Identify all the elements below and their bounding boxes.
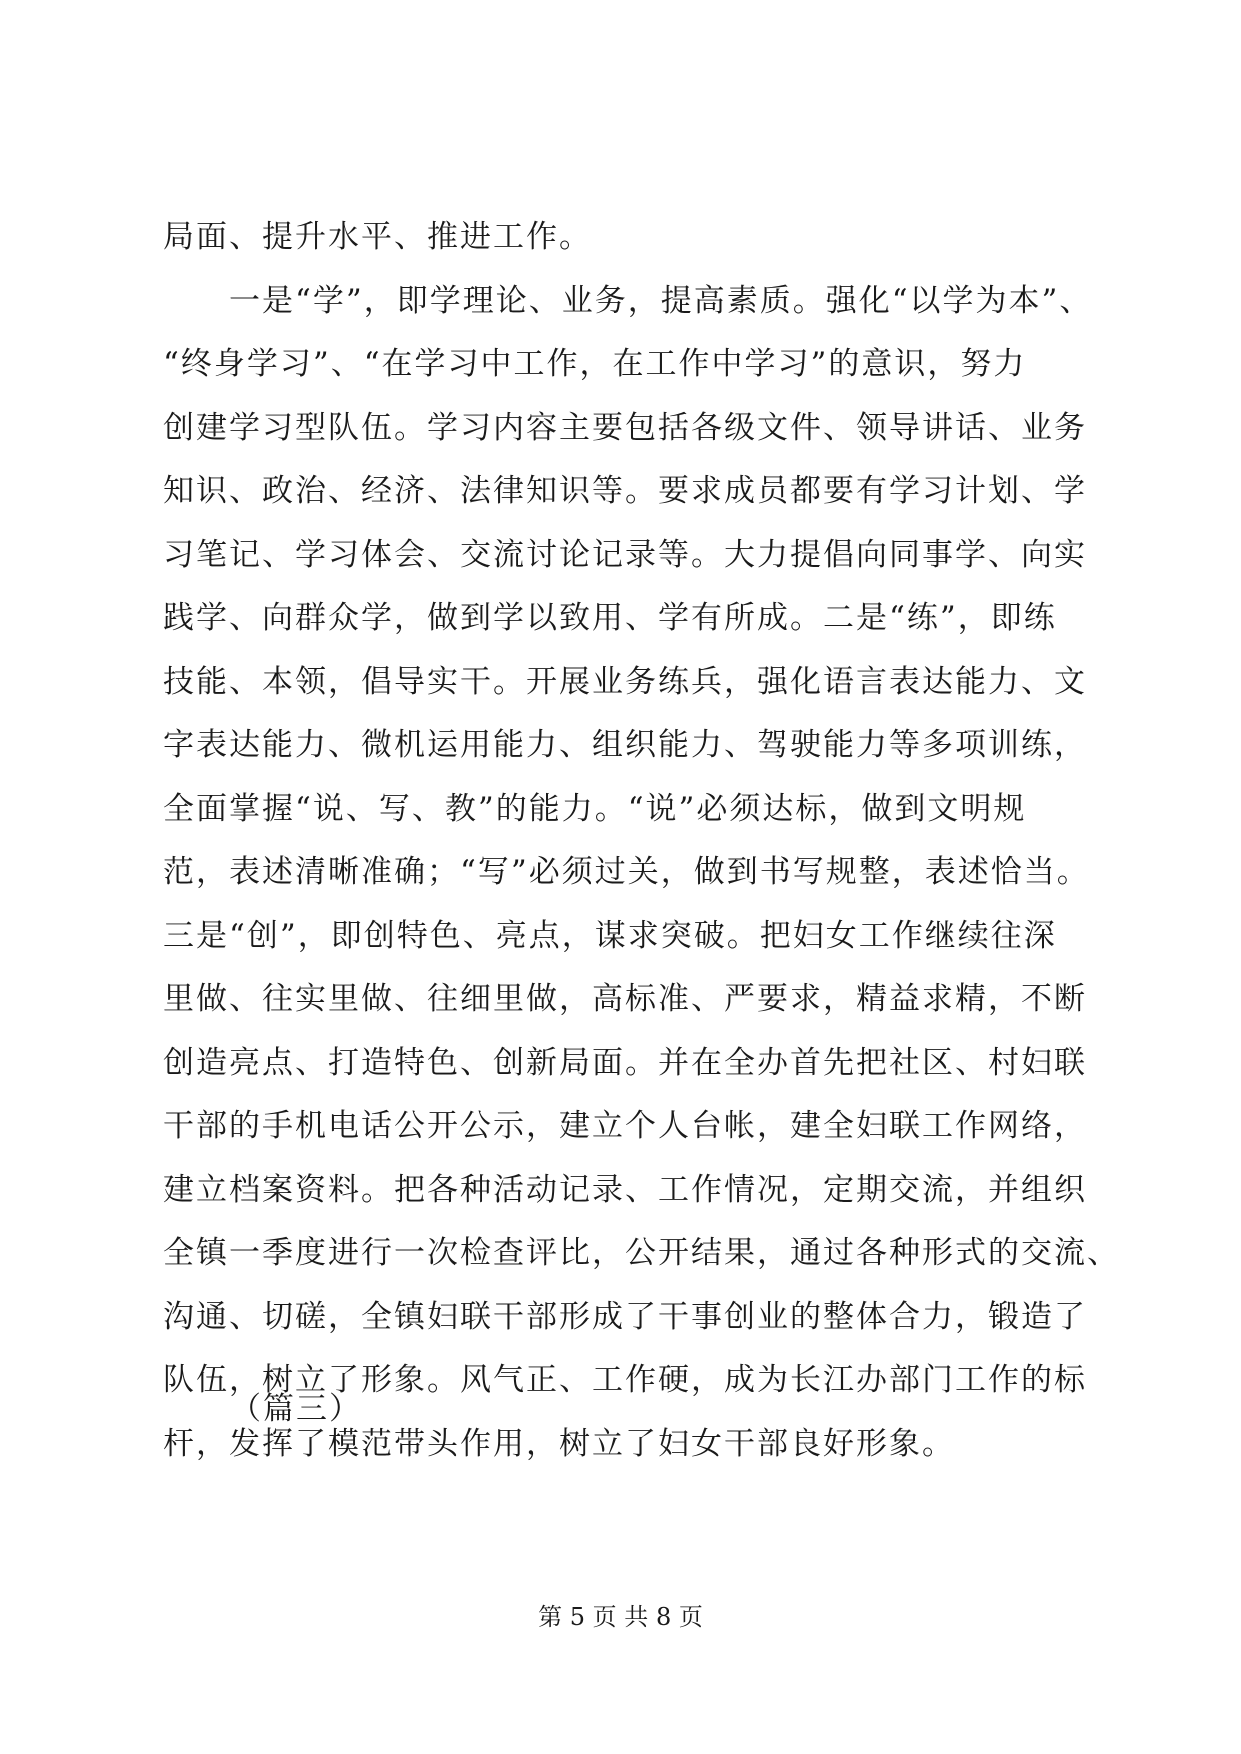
text-line: 习笔记、学习体会、交流讨论记录等。大力提倡向同事学、向实 — [163, 536, 1087, 573]
text-line: 范，表述清晰准确；“写”必须过关，做到书写规整，表述恰当。 — [163, 854, 1090, 890]
text-line: 队伍，树立了形象。风气正、工作硬，成为长江办部门工作的标 — [163, 1362, 1087, 1398]
text-line: 杆，发挥了模范带头作用，树立了妇女干部良好形象。 — [163, 1425, 955, 1462]
text-line: 创造亮点、打造特色、创新局面。并在全办首先把社区、村妇联 — [163, 1044, 1087, 1081]
body-text — [163, 206, 1120, 1476]
text-line: 字表达能力、微机运用能力、组织能力、驾驶能力等多项训练， — [163, 727, 1087, 763]
text-line: 一是“学”，即学理论、业务，提高素质。强化“以学为本”、 — [229, 282, 1093, 319]
text-line: 建立档案资料。把各种活动记录、工作情况，定期交流，并组织 — [163, 1171, 1087, 1208]
text-line: “终身学习”、“在学习中工作，在工作中学习”的意识，努力 — [163, 346, 1027, 382]
text-line: 局面、提升水平、推进工作。 — [163, 219, 592, 255]
text-line: 创建学习型队伍。学习内容主要包括各级文件、领导讲话、业务 — [163, 409, 1087, 446]
text-line: 沟通、切磋，全镇妇联干部形成了干事创业的整体合力，锻造了 — [163, 1298, 1087, 1335]
text-line: 技能、本领，倡导实干。开展业务练兵，强化语言表达能力、文 — [163, 663, 1087, 700]
section-heading: （篇三） — [230, 1391, 362, 1427]
text-line: 里做、往实里做、往细里做，高标准、严要求，精益求精，不断 — [163, 981, 1087, 1017]
text-line: 践学、向群众学，做到学以致用、学有所成。二是“练”，即练 — [163, 600, 1057, 636]
page-footer: 第 5 页 共 8 页 — [538, 1603, 703, 1631]
text-line: 全镇一季度进行一次检查评比，公开结果，通过各种形式的交流、 — [163, 1235, 1120, 1271]
text-line: 干部的手机电话公开公示，建立个人台帐，建全妇联工作网络， — [163, 1108, 1087, 1144]
text-line: 全面掌握“说、写、教”的能力。“说”必须达标，做到文明规 — [163, 790, 1027, 827]
text-line: 知识、政治、经济、法律知识等。要求成员都要有学习计划、学 — [163, 473, 1087, 509]
text-line: 三是“创”，即创特色、亮点，谋求突破。把妇女工作继续往深 — [163, 917, 1057, 954]
